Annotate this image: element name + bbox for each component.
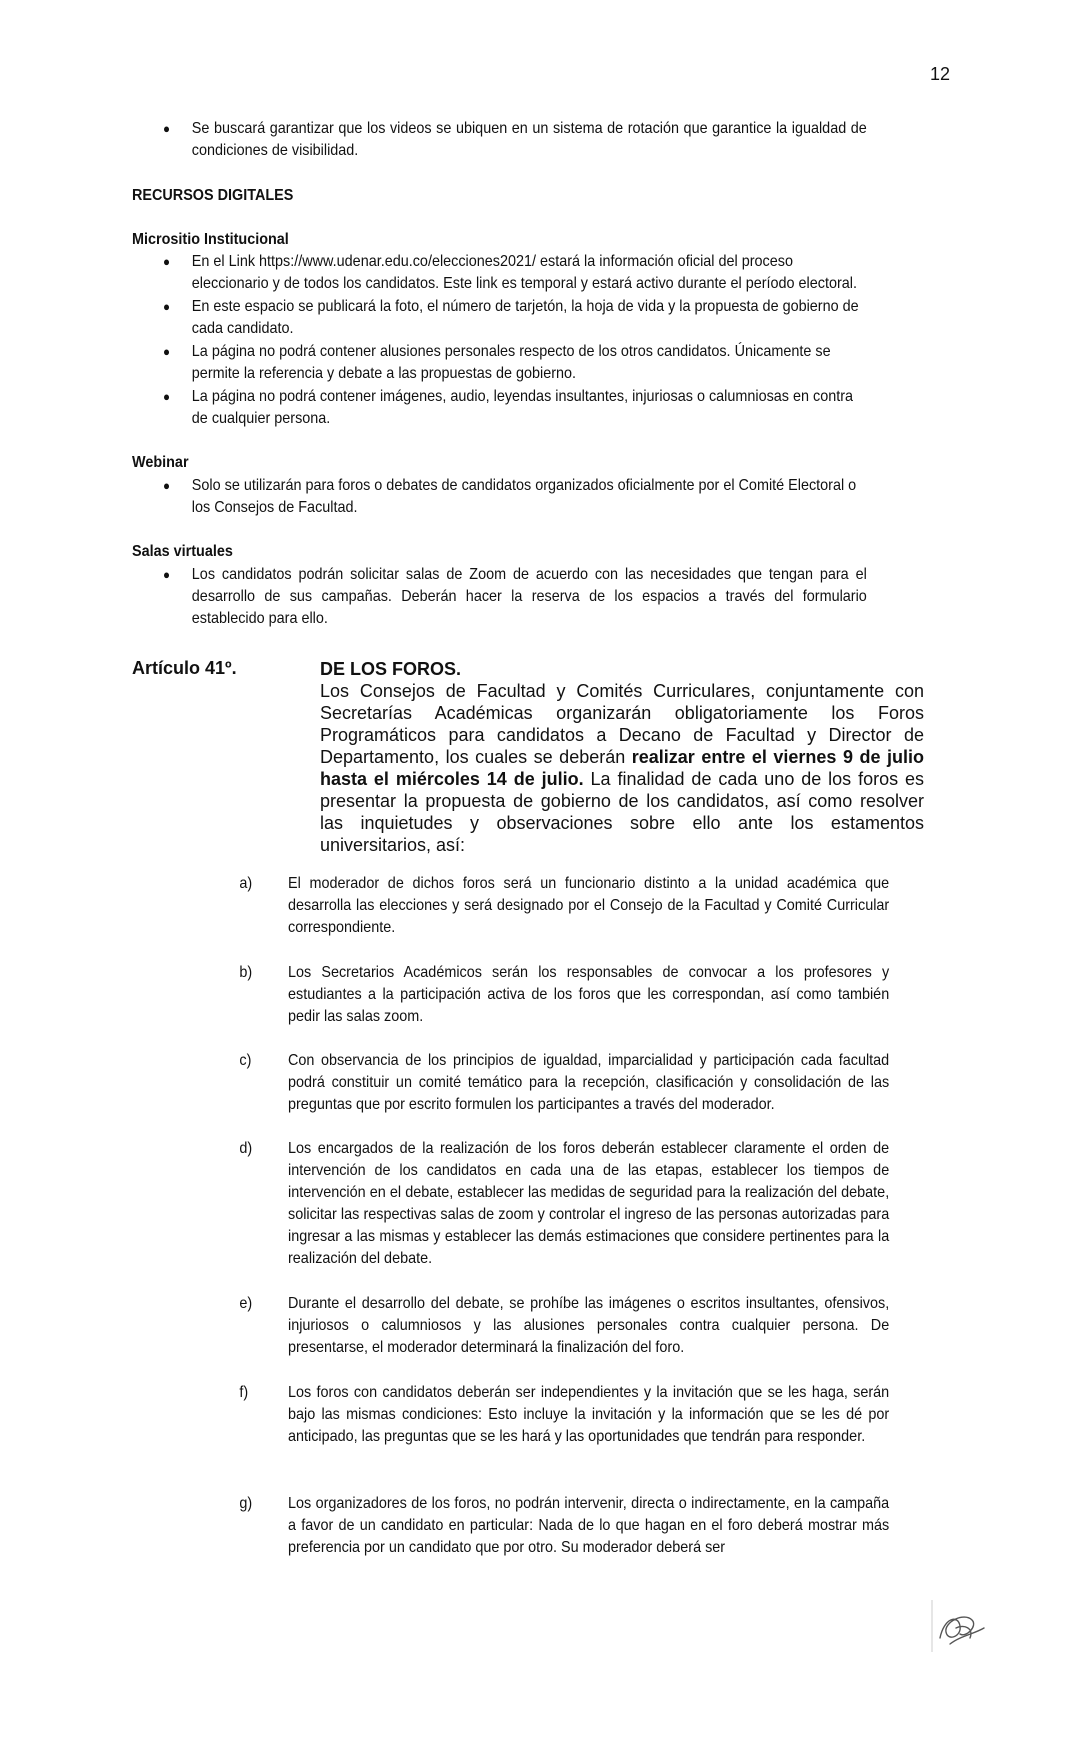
bullet-icon: ● [163, 254, 171, 269]
salas-heading: Salas virtuales [132, 543, 233, 560]
page-number: 12 [929, 64, 950, 84]
item-letter: f) [239, 1384, 249, 1401]
article-text-2: La finalidad de cada uno de los foros es presentar la propuesta de gobierno de los candidatos, así como resolver las inquietudes y observaciones sobre ello ante los estamentos universitarios, así: [320, 769, 925, 855]
article-text-bold: realizar entre el viernes 9 de julio hasta el miércoles 14 de julio. [320, 747, 924, 789]
micrositio-heading: Micrositio Institucional [132, 231, 289, 248]
item-text: Los organizadores de los foros, no podrán intervenir, directa o indirectamente, en la campaña a favor de un candidato en particular: Nada de lo que hagan en el foro deberá mostrar más preferencia por un candidato que por otro. Su moderador deberá ser [288, 1495, 890, 1556]
article-text-1: Los Consejos de Facultad y Comités Curriculares, conjuntamente con Secretarías Académicas organizarán obligatoriamente los Foros Programáticos para candidatos a Decano de Facultad y Director de Departamento, los cuales se deberán [320, 681, 924, 767]
bullet-icon: ● [163, 344, 171, 359]
item-text: Durante el desarrollo del debate, se prohíbe las imágenes o escritos insultantes, ofensivos, injuriosos o calumniosos y las alusiones personales contra cualquier persona. De presentarse, el moderador determinará la finalización del foro. [288, 1295, 890, 1356]
article-title: DE LOS FOROS. [320, 659, 462, 679]
item-letter: c) [239, 1052, 252, 1069]
item-letter: g) [239, 1495, 253, 1512]
bullet-icon: ● [163, 121, 171, 136]
micrositio-bullet-text: En este espacio se publicará la foto, el número de tarjetón, la hoja de vida y la propuesta de gobierno de cada candidato. [191, 298, 859, 337]
webinar-bullet-text: Solo se utilizarán para foros o debates de candidatos organizados oficialmente por el Comité Electoral o los Consejos de Facultad. [191, 477, 857, 516]
section-title: RECURSOS DIGITALES [132, 187, 294, 204]
micrositio-bullet-text: En el Link https://www.udenar.edu.co/elecciones2021/ estará la información oficial del proceso eleccionario y de todos los candidatos. Este link es temporal y estará activo durante el período electoral. [191, 253, 857, 292]
item-letter: d) [239, 1140, 253, 1157]
item-text: Los Secretarios Académicos serán los responsables de convocar a los profesores y estudiantes a la participación activa de los foros que les correspondan, así como también pedir las salas zoom. [288, 964, 890, 1025]
bullet-icon: ● [163, 299, 171, 314]
micrositio-bullet-text: La página no podrá contener imágenes, audio, leyendas insultantes, injuriosas o calumniosas en contra de cualquier persona. [191, 388, 854, 427]
article-label: Artículo 41º. [132, 658, 237, 678]
item-letter: e) [239, 1295, 253, 1312]
micrositio-bullet-text: La página no podrá contener alusiones personales respecto de los otros candidatos. Únicamente se permite la referencia y debate a las propuestas de gobierno. [191, 343, 831, 382]
item-text: Con observancia de los principios de igualdad, imparcialidad y participación cada facultad podrá constituir un comité temático para la recepción, clasificación y consolidación de las preguntas que por escrito formulen los participantes a través del moderador. [288, 1052, 890, 1113]
bullet-icon: ● [163, 567, 171, 582]
intro-bullet-text: Se buscará garantizar que los videos se ubiquen en un sistema de rotación que garantice la igualdad de condiciones de visibilidad. [191, 120, 867, 159]
item-text: Los encargados de la realización de los foros deberán establecer claramente el orden de intervención de los candidatos en cada una de las etapas, establecer los tiempos de intervención en el debate, establecer las medidas de seguridad para la realización del debate, solicitar las respectivas salas de zoom y controlar el ingreso de las personas autorizadas para ingresar a las mismas y establecer las demás estimaciones que considere pertinentes para la realización del debate. [288, 1140, 890, 1267]
item-text: Los foros con candidatos deberán ser independientes y la invitación que se les haga, serán bajo las mismas condiciones: Esto incluye la invitación y la información que se les dé por anticipado, las preguntas que se les hará y las oportunidades que tendrán para responder. [288, 1384, 890, 1445]
bullet-icon: ● [163, 478, 171, 493]
webinar-heading: Webinar [132, 454, 189, 471]
item-letter: b) [239, 964, 253, 981]
signature-icon [930, 1598, 990, 1654]
item-letter: a) [239, 875, 253, 892]
bullet-icon: ● [163, 389, 171, 404]
article-paragraph [320, 680, 924, 856]
article-body [320, 658, 924, 856]
salas-bullet-text: Los candidatos podrán solicitar salas de Zoom de acuerdo con las necesidades que tengan para el desarrollo de sus campañas. Deberán hacer la reserva de los espacios a través del formulario establecido para ello. [191, 566, 867, 627]
item-text: El moderador de dichos foros será un funcionario distinto a la unidad académica que desarrolla las elecciones y será designado por el Consejo de la Facultad y Comité Curricular correspondiente. [288, 875, 890, 936]
